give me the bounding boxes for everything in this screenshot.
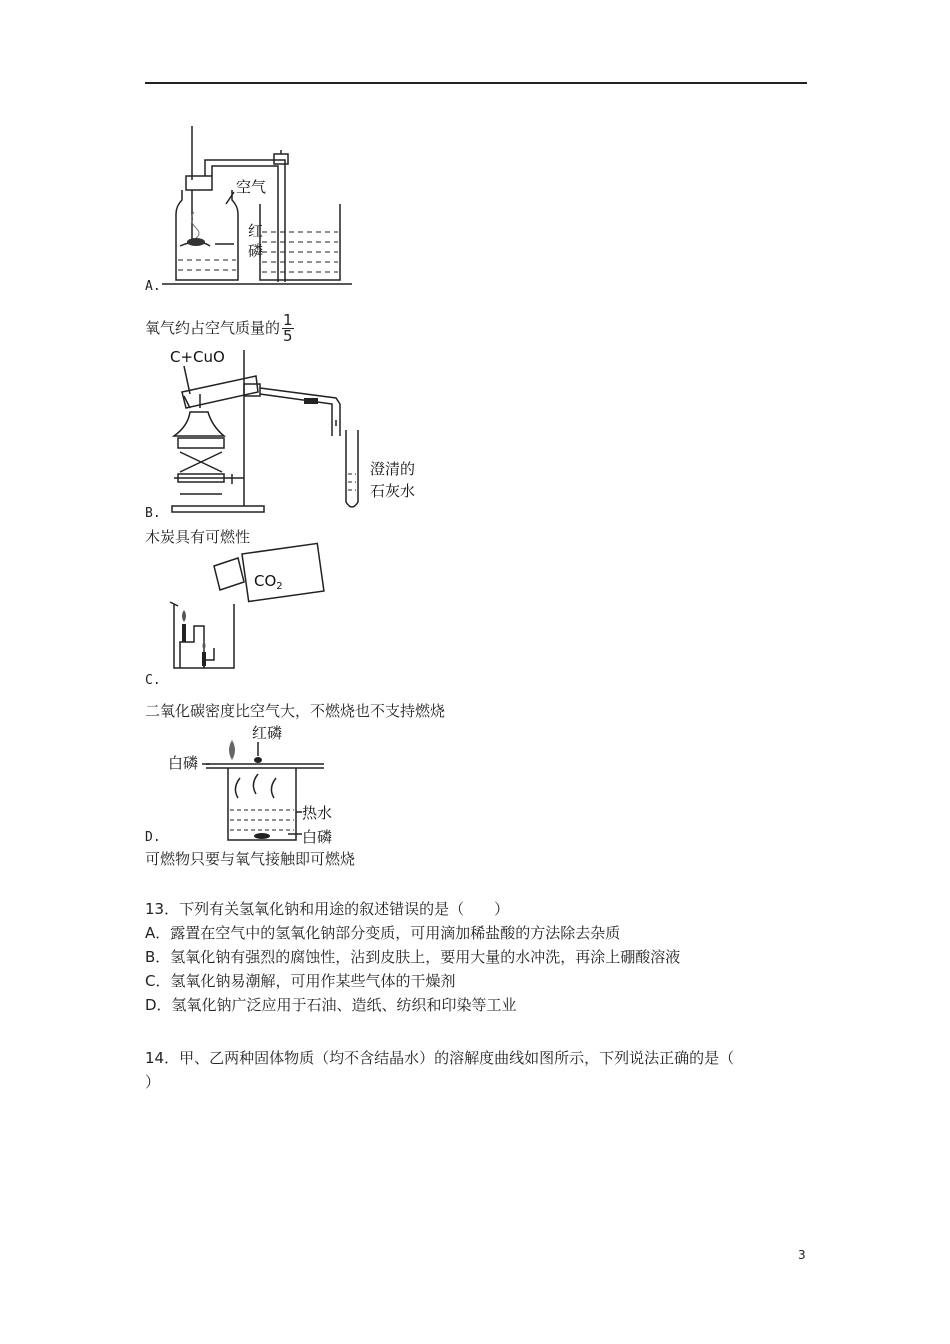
label-red-phosphorus: 红磷 bbox=[252, 724, 283, 742]
caption-b: 木炭具有可燃性 bbox=[145, 528, 251, 546]
caption-c: 二氧化碳密度比空气大，不燃烧也不支持燃烧 bbox=[145, 702, 446, 720]
question-13-option-a[interactable]: A．露置在空气中的氢氧化钠部分变质，可用滴加稀盐酸的方法除去杂质 bbox=[145, 924, 621, 942]
caption-a-text: 氧气约占空气质量的 bbox=[145, 319, 281, 337]
fraction-numerator: 1 bbox=[283, 311, 293, 329]
question-13-option-c[interactable]: C．氢氧化钠易潮解，可用作某些气体的干燥剂 bbox=[145, 972, 456, 990]
figure-d-apparatus bbox=[166, 720, 356, 850]
option-letter-c: C. bbox=[145, 673, 161, 688]
figure-b-apparatus bbox=[160, 346, 440, 518]
question-13-option-d[interactable]: D．氢氧化钠广泛应用于石油、造纸、纺织和印染等工业 bbox=[145, 996, 517, 1014]
caption-d: 可燃物只要与氧气接触即可燃烧 bbox=[145, 850, 356, 868]
figure-c-apparatus bbox=[168, 552, 328, 672]
label-red-phosphorus-1: 红 bbox=[248, 222, 264, 240]
label-white-phosphorus-top: 白磷 bbox=[168, 754, 199, 772]
option-letter-a: A. bbox=[145, 279, 161, 294]
fraction bbox=[282, 313, 294, 344]
label-white-phosphorus-bottom: 白磷 bbox=[302, 828, 333, 846]
question-13-option-b[interactable]: B．氢氧化钠有强烈的腐蚀性，沾到皮肤上，要用大量的水冲洗，再涂上硼酸溶液 bbox=[145, 948, 681, 966]
caption-a bbox=[145, 313, 294, 344]
header-rule bbox=[145, 82, 807, 84]
label-red-phosphorus-2: 磷 bbox=[248, 242, 264, 260]
question-13-stem: 13．下列有关氢氧化钠和用途的叙述错误的是（ ） bbox=[145, 900, 510, 918]
label-co2-text: $CO_2$ bbox=[254, 572, 283, 592]
fraction-denominator: 5 bbox=[283, 327, 293, 345]
label-hot-water: 热水 bbox=[302, 804, 333, 822]
question-14-stem-line1: 14．甲、乙两种固体物质（均不含结晶水）的溶解度曲线如图所示，下列说法正确的是（ bbox=[145, 1049, 735, 1067]
label-clear-limewater-1: 澄清的 bbox=[370, 460, 416, 478]
option-letter-d: D. bbox=[145, 830, 161, 845]
label-clear-limewater-2: 石灰水 bbox=[370, 482, 416, 500]
page-number: 3 bbox=[798, 1248, 806, 1262]
label-air: 空气 bbox=[236, 178, 267, 196]
option-letter-b: B. bbox=[145, 506, 161, 521]
figure-a-apparatus bbox=[160, 120, 360, 290]
label-c-cuo: C+CuO bbox=[170, 348, 225, 366]
question-14-stem-line2: ） bbox=[145, 1073, 161, 1091]
